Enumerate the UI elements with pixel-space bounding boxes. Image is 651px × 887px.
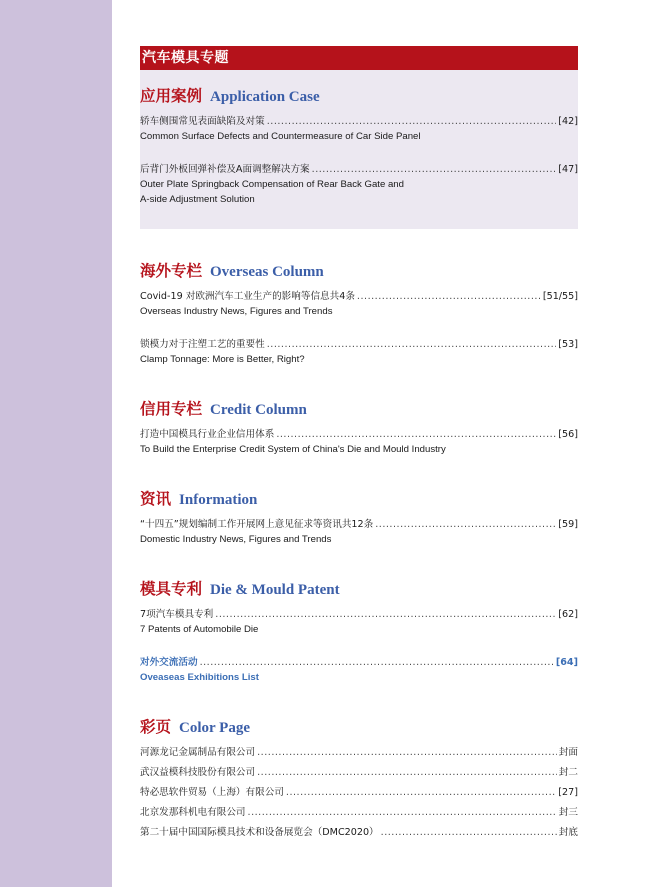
section-heading <box>140 715 578 737</box>
dot-leader <box>276 427 556 442</box>
advertiser-name: 第二十届中国国际模具技术和设备展览会（DMC2020） <box>140 827 379 838</box>
entry-title-en: 7 Patents of Automobile Die <box>140 624 259 635</box>
dot-leader <box>257 765 557 780</box>
toc-entry[interactable] <box>140 337 578 367</box>
page-number: [27] <box>558 787 578 798</box>
dot-leader <box>248 805 557 820</box>
entry-title-en: Oveaseas Exhibitions List <box>140 672 259 683</box>
entry-title-zh: Covid-19 对欧洲汽车工业生产的影响等信息共4条 <box>140 291 355 302</box>
dot-leader <box>312 162 557 177</box>
dot-leader <box>357 289 541 304</box>
entry-title-zh: 7项汽车模具专利 <box>140 609 214 620</box>
advertiser-entry[interactable] <box>140 785 578 800</box>
dot-leader <box>267 337 557 352</box>
toc-entry[interactable] <box>140 114 578 144</box>
exhibition-entry[interactable] <box>140 655 578 685</box>
entry-title-en: To Build the Enterprise Credit System of China's Die and Mould Industry <box>140 444 446 455</box>
entry-title-zh: “十四五”规划编制工作开展网上意见征求等资讯共12条 <box>140 519 374 530</box>
entry-title-en: Clamp Tonnage: More is Better, Right? <box>140 354 305 365</box>
page-number: [64] <box>555 657 578 668</box>
entry-title-zh: 锁模力对于注塑工艺的重要性 <box>140 339 265 350</box>
advertiser-entry[interactable] <box>140 765 578 780</box>
section-title-zh: 海外专栏 <box>140 261 203 280</box>
advertiser-entry[interactable] <box>140 745 578 760</box>
advertiser-name: 北京发那科机电有限公司 <box>140 807 246 818</box>
section-title-en: Information <box>179 492 258 508</box>
section-title-zh: 资讯 <box>140 489 172 508</box>
section-heading <box>140 397 578 419</box>
page-number: [62] <box>558 609 578 620</box>
page-number: [56] <box>558 429 578 440</box>
information-section <box>140 487 578 547</box>
page-number: [53] <box>558 339 578 350</box>
section-title-zh: 彩页 <box>140 717 172 736</box>
banner-title: 汽车模具专题 <box>140 46 578 70</box>
advertiser-name: 武汉益模科技股份有限公司 <box>140 767 256 778</box>
section-title-en: Application Case <box>210 89 320 105</box>
page-number: 封二 <box>558 767 578 778</box>
advertiser-name: 河源龙记金属制品有限公司 <box>140 747 256 758</box>
page-number: [51/55] <box>542 291 578 302</box>
entry-title-en: Outer Plate Springback Compensation of Rear Back Gate and <box>140 179 404 190</box>
application-case-section <box>140 70 578 229</box>
section-heading <box>140 577 578 599</box>
advertiser-name: 特必思软件贸易（上海）有限公司 <box>140 787 284 798</box>
section-heading <box>140 84 578 106</box>
section-title-zh: 应用案例 <box>140 86 203 105</box>
advertiser-entry[interactable] <box>140 825 578 840</box>
patent-section <box>140 577 578 685</box>
dot-leader <box>375 517 556 532</box>
dot-leader <box>257 745 557 760</box>
entry-title-zh: 后背门外板回弹补偿及A面调整解决方案 <box>140 164 310 175</box>
section-title-en: Color Page <box>179 720 250 736</box>
entry-title-zh: 轿车侧围常见表面缺陷及对策 <box>140 116 265 127</box>
page-number: [42] <box>558 116 578 127</box>
toc-entry[interactable] <box>140 162 578 207</box>
advertiser-entry[interactable] <box>140 805 578 820</box>
entry-title-zh: 对外交流活动 <box>140 657 198 668</box>
entry-title-zh: 打造中国模具行业企业信用体系 <box>140 429 275 440</box>
toc-entry[interactable] <box>140 517 578 547</box>
dot-leader <box>286 785 556 800</box>
toc-entry[interactable] <box>140 427 578 457</box>
page-number: [47] <box>558 164 578 175</box>
section-heading <box>140 487 578 509</box>
sidebar-strip <box>0 0 112 887</box>
page-number: 封面 <box>558 747 578 758</box>
page-number: 封三 <box>558 807 578 818</box>
section-title-zh: 信用专栏 <box>140 399 203 418</box>
credit-column-section <box>140 397 578 457</box>
dot-leader <box>215 607 556 622</box>
dot-leader <box>200 655 554 670</box>
page-number: [59] <box>558 519 578 530</box>
color-page-section <box>140 715 578 840</box>
section-title-en: Overseas Column <box>210 264 324 280</box>
page-number: 封底 <box>558 827 578 838</box>
entry-title-en: Domestic Industry News, Figures and Trends <box>140 534 332 545</box>
section-title-en: Die & Mould Patent <box>210 582 340 598</box>
section-title-zh: 模具专利 <box>140 579 203 598</box>
toc-entry[interactable] <box>140 607 578 637</box>
dot-leader <box>381 825 557 840</box>
overseas-column-section <box>140 259 578 367</box>
section-title-en: Credit Column <box>210 402 307 418</box>
dot-leader <box>267 114 557 129</box>
table-of-contents <box>140 46 578 845</box>
entry-title-en: Overseas Industry News, Figures and Trends <box>140 306 333 317</box>
section-heading <box>140 259 578 281</box>
entry-title-en: A-side Adjustment Solution <box>140 194 255 205</box>
entry-title-en: Common Surface Defects and Countermeasure of Car Side Panel <box>140 131 421 142</box>
toc-entry[interactable] <box>140 289 578 319</box>
